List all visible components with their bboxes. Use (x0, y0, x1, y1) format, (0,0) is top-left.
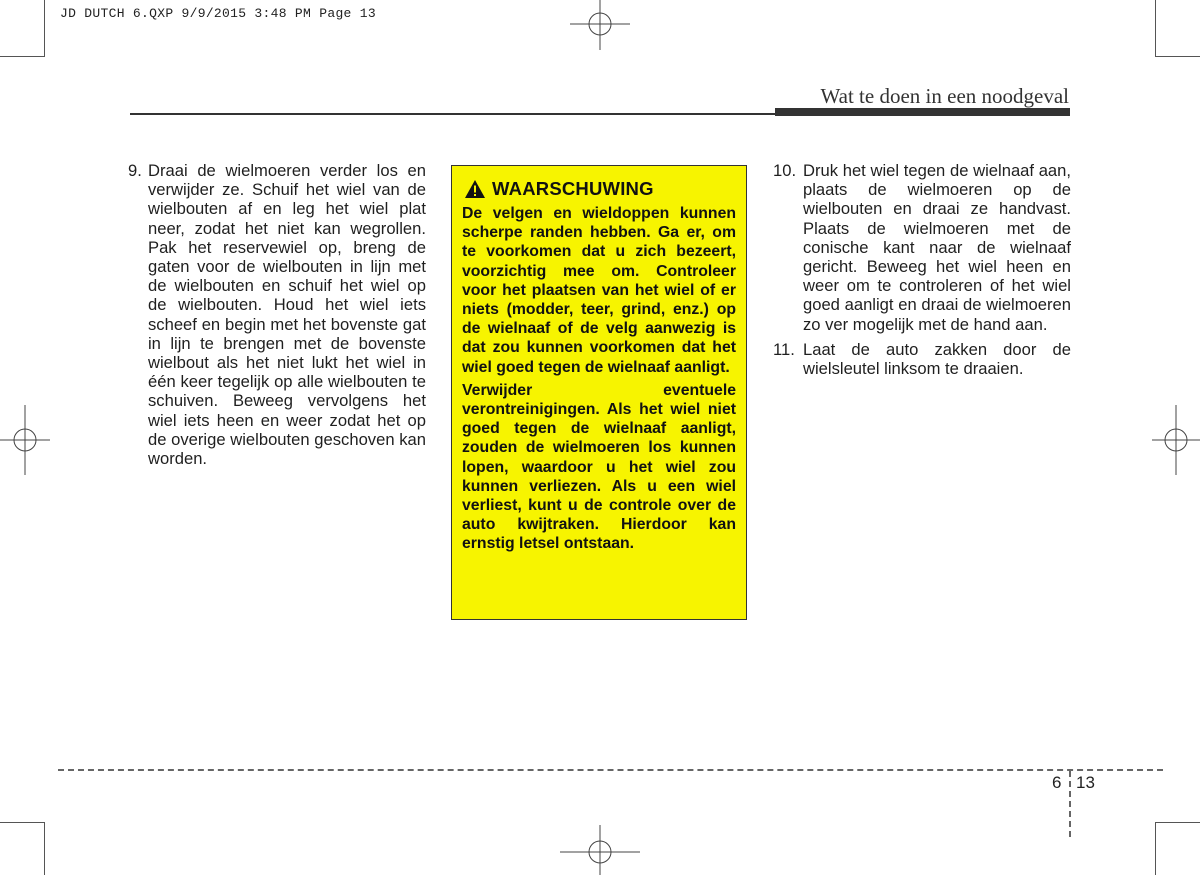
warning-triangle-icon (464, 179, 486, 199)
left-column (128, 161, 426, 474)
crop-mark-bottom-left-h (0, 822, 45, 823)
header-rule (130, 113, 775, 115)
page-number: 13 (1076, 773, 1095, 792)
registration-mark-right (1152, 405, 1200, 475)
step-text: Draai de wielmoeren verder los en verwijder ze. Schuif het wiel van de wielbouten af en leg het wiel plat neer, zodat het niet kan wegrollen. Pak het reservewiel op, breng de gaten voor de wielbouten in lijn met de wielbouten en schuif het wiel op de wielbouten. Houd het wiel iets scheef en begin met het bovenste gat in lijn te brengen met de bovenste wielbout als het niet lukt het wiel in één keer tegelijk op alle wielbouten te schuiven. Beweeg vervolgens het wiel iets heen en weer zodat het op de overige wielbouten geschoven kan worden. (148, 161, 426, 469)
crop-mark-bottom-left-v (44, 822, 45, 875)
header-rule-accent (775, 108, 1070, 116)
registration-mark-left (0, 405, 50, 475)
crop-mark-bottom-right-h (1155, 822, 1200, 823)
step-11 (773, 340, 1071, 378)
step-number: 11. (773, 339, 795, 359)
step-number: 10. (773, 161, 797, 180)
step-text: Druk het wiel tegen de wielnaaf aan, plaats de wielmoeren op de wielbouten en draai ze handvast. Plaats de wielmoeren met de conische kant naar de wielnaaf gericht. Beweeg het wiel heen en weer om te controleren of het wiel goed aanligt en draai de wielmoeren zo ver mogelijk met de hand aan. (803, 161, 1071, 334)
crop-mark-top-right-h (1155, 56, 1200, 57)
section-title: Wat te doen in een noodgeval (820, 84, 1069, 108)
step-text: Laat de auto zakken door de wielsleutel linksom te draaien. (803, 339, 1071, 379)
warning-box (451, 165, 747, 620)
warning-title: WAARSCHUWING (492, 178, 654, 199)
crop-mark-top-left-h (0, 56, 45, 57)
registration-mark-top (570, 0, 630, 50)
print-slug: JD DUTCH 6.QXP 9/9/2015 3:48 PM Page 13 (60, 6, 376, 21)
warning-paragraph: De velgen en wieldoppen kunnen scherpe randen hebben. Ga er, om te voorkomen dat u zich bezeert, voorzichtig mee om. Controleer voor het plaatsen van het wiel of er niets (modder, teer, grind, enz.) op de wielnaaf of de velg aanwezig is dat zou kunnen voorkomen dat het wiel goed tegen de wielnaaf aanligt. (462, 205, 736, 376)
crop-mark-top-left-v (44, 0, 45, 56)
step-number: 9. (128, 161, 142, 180)
warning-header (462, 178, 736, 200)
footer-dashed-divider (1069, 771, 1071, 837)
warning-paragraph: Verwijder eventuele verontreinigingen. Als het wiel niet goed tegen de wielnaaf aanligt, zouden de wielmoeren los kunnen lopen, waardoor u het wiel zou kunnen verliezen. Als u een wiel verliest, kunt u de controle over de auto kwijtraken. Hierdoor kan ernstig letsel ontstaan. (462, 381, 736, 553)
crop-mark-bottom-right-v (1155, 822, 1156, 875)
chapter-number: 6 (1052, 773, 1062, 792)
step-9 (128, 161, 426, 468)
registration-mark-bottom (560, 825, 640, 875)
footer-dashed-rule (58, 769, 1163, 771)
right-column (773, 161, 1071, 384)
crop-mark-top-right-v (1155, 0, 1156, 56)
step-10 (773, 161, 1071, 334)
